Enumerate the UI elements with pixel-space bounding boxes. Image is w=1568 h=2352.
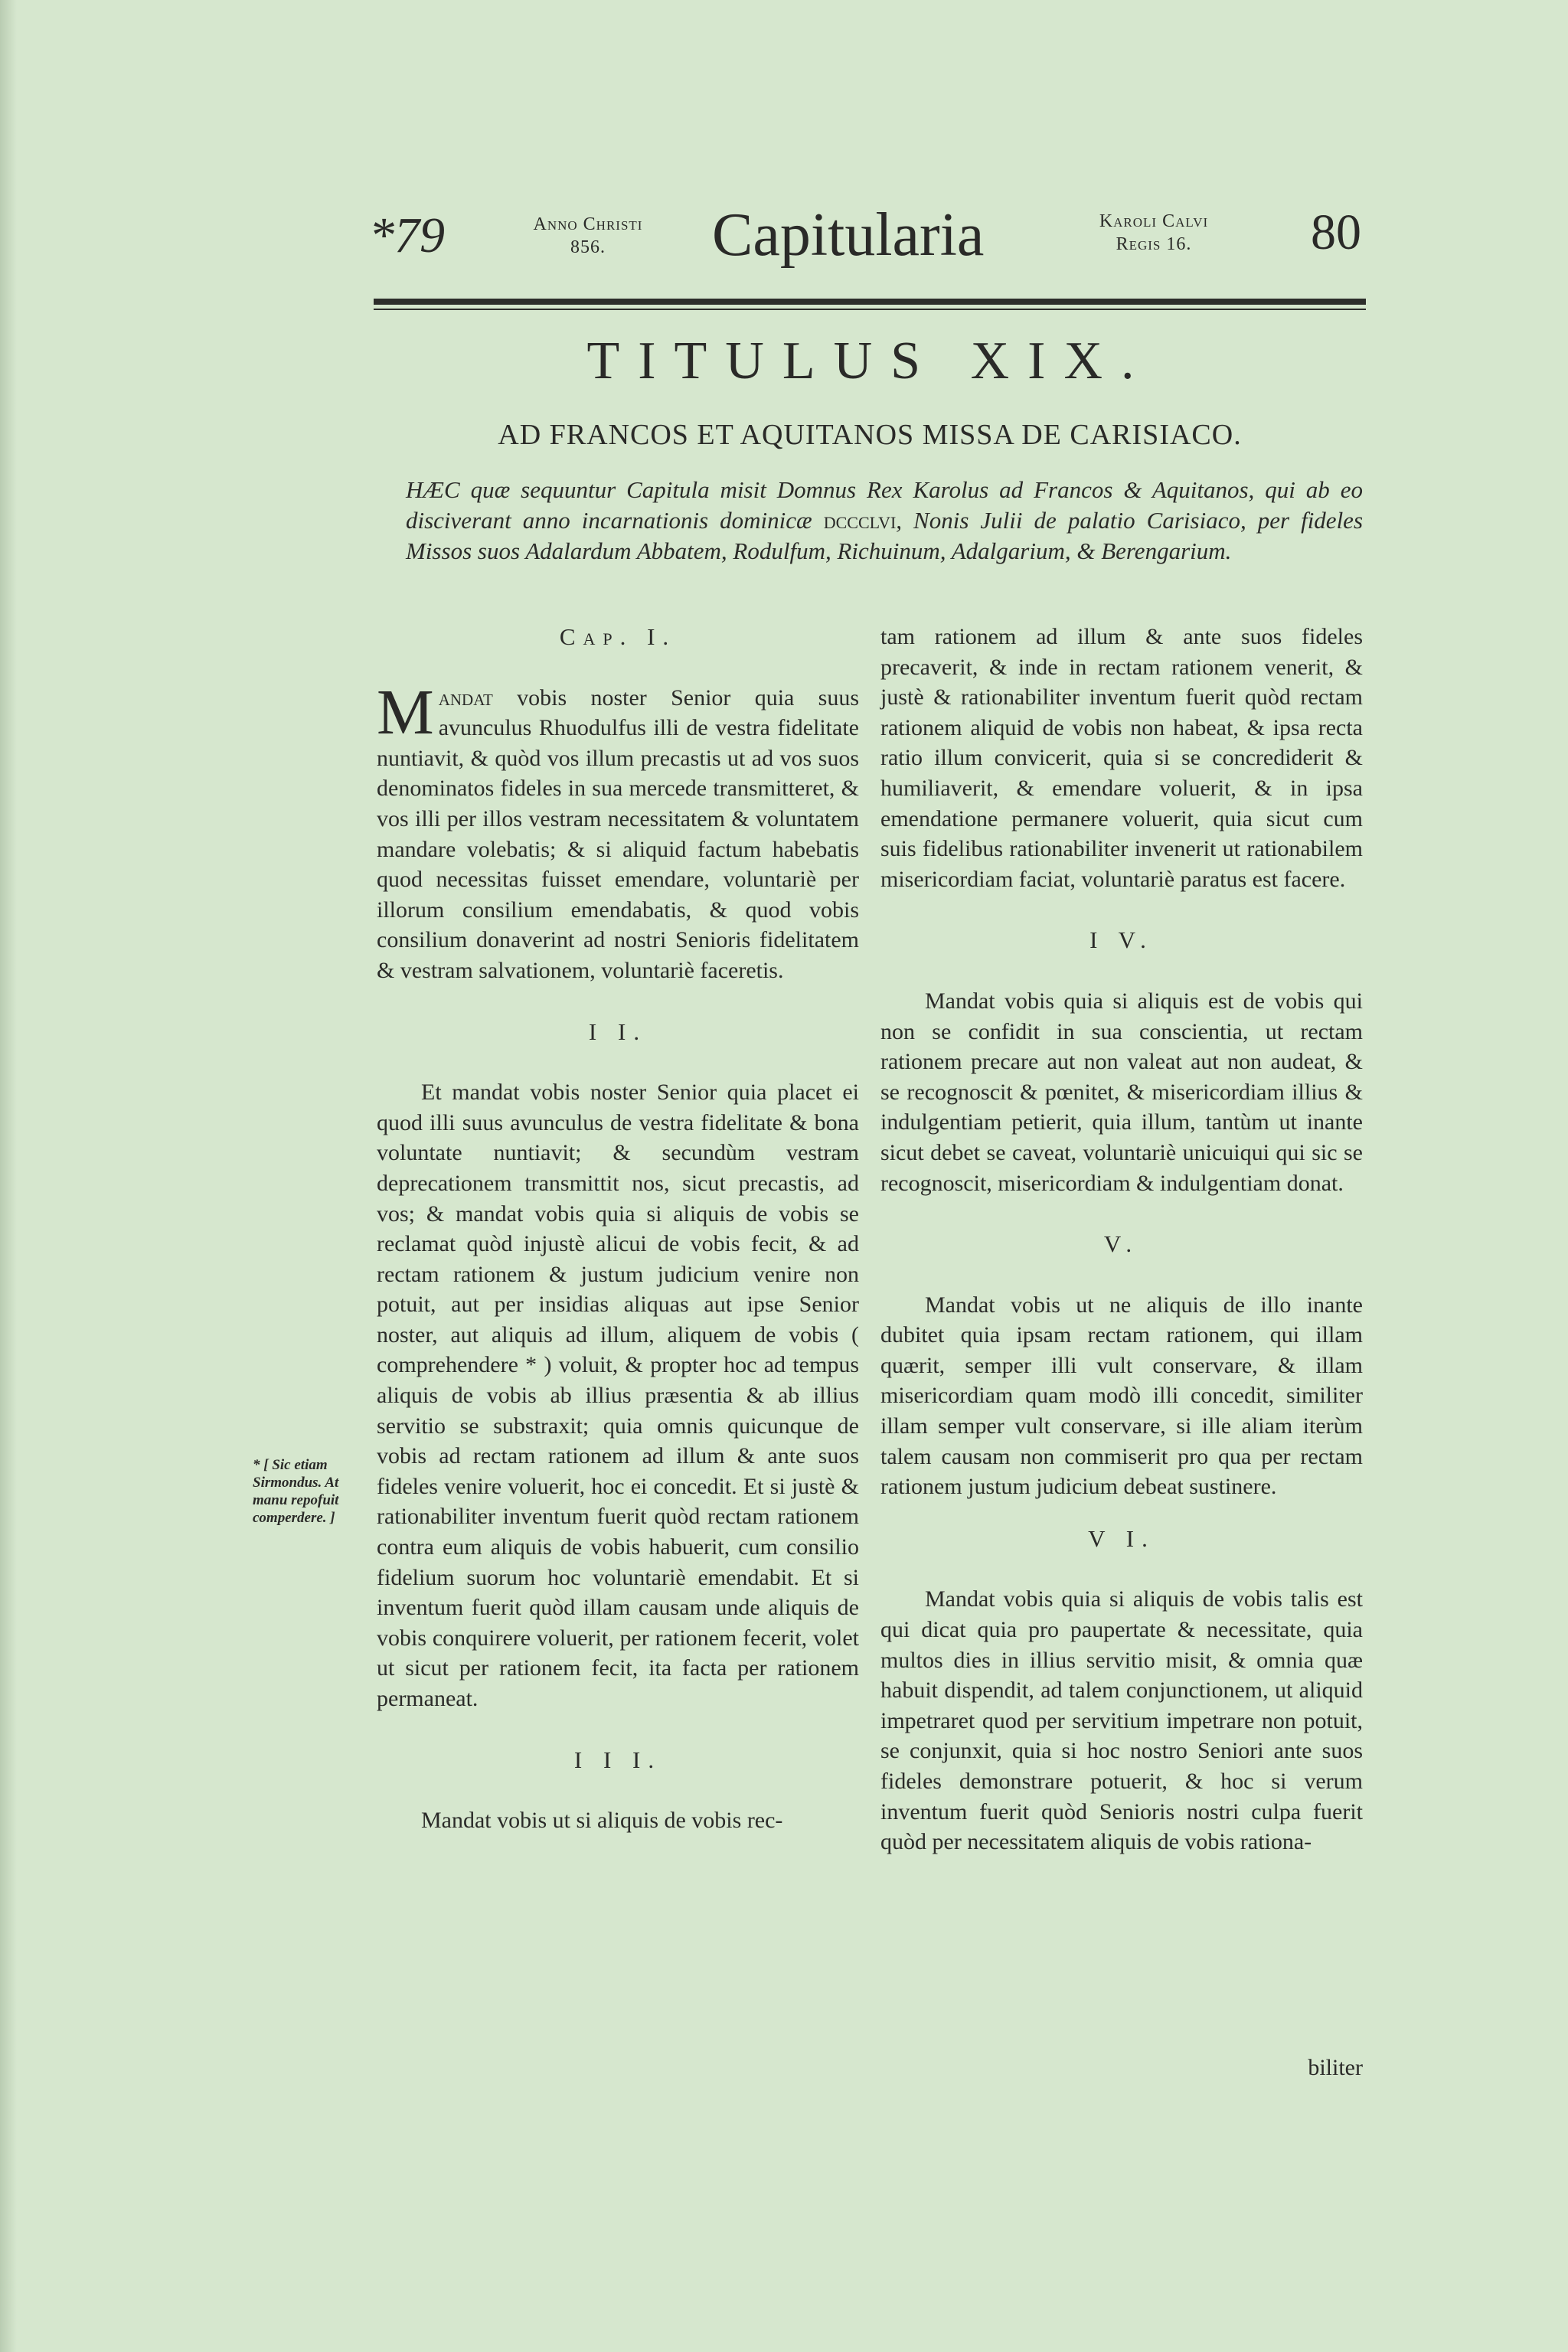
running-title: Capitularia — [712, 201, 985, 269]
cap-4-heading: I V. — [1089, 926, 1154, 954]
cap-2-text: Et mandat vobis noster Senior quia placet ei quod illi suus avunculus de vestra fidelitate & bona voluntate nuntiavit; & secundùm vestram deprecationem transmittit nos, sicut precastis, ad vos; & mandat vobis quia si aliquis de vobis se reclamat quòd injustè alicui de vobis fecit, & ad rectam rationem & justum judicium venire non potuit, aut per insidias aliquas aut ipse Senior noster, aut aliquis ad illum, aliquem de vobis ( comprehendere * ) voluit, & propter hoc ad tempus aliquis de vobis ab illius præsentia & ab illius servitio se substraxit; quia omnis quicunque de vobis ad rectam rationem ad illum & ante suos fideles venire voluerit, hoc ei concedit. Et si justè & rationabiliter inventum fuerit quòd rectam rationem contra eum aliquis de vobis habuerit, cum consilio fidelium suorum hoc voluntariè emendabit. Et si inventum fuerit quòd illam causam unde aliquis de vobis conquirere voluerit, per rationem fecerit, volet ut sicut per rationem fecit, ita facta per rationem permaneat. — [377, 1080, 859, 1711]
spacer — [880, 1553, 1363, 1584]
spacer — [377, 1775, 859, 1805]
spacer — [880, 1198, 1363, 1229]
spacer — [880, 1259, 1363, 1290]
spacer — [377, 652, 859, 683]
anno-line-2: 856. — [570, 237, 606, 257]
cap-3-heading: I I I. — [573, 1746, 662, 1773]
spacer — [880, 894, 1363, 925]
spacer — [880, 956, 1363, 986]
margin-note: * [ Sic etiam Sirmondus. At manu repofuit comperdere. ] — [253, 1457, 339, 1526]
left-column — [377, 622, 859, 1836]
karoli-line-1: Karoli Calvi — [1099, 211, 1209, 231]
spacer — [377, 1047, 859, 1077]
cap-1-heading: Cap. I. — [559, 623, 677, 650]
right-column — [880, 622, 1363, 1857]
catchword: biliter — [1308, 2055, 1363, 2080]
titulus-heading: TITULUS XIX. — [586, 332, 1153, 390]
cap-4-text: Mandat vobis quia si aliquis est de vobis qui non se confidit in sua conscientia, ut rectam rationem precare aut non valeat aut non audeat, & se recognoscit & pœnitet, & misericordiam illius & indulgentiam petierit, quia illum, tantùm ut inante sicut debet se caveat, voluntariè unicuiqui qui sic se recognoscit, misericordiam & indulgentiam donat. — [880, 988, 1363, 1196]
cap-6-text: Mandat vobis quia si aliquis de vobis talis est qui dicat quia pro paupertate & necessitate, quia multos dies in illius servitio misit, & omnia quæ habuit dispendit, ad talem conjunctionem, ut aliquid impetraret quod per servitium impetrare non potuit, se conjunxit, quia si hoc nostro Seniori ante suos fideles demonstrare potuerit, & hoc si verum inventum fuerit quòd Senioris nostri culpa fuerit quòd per necessitatem aliquis de vobis rationa- — [880, 1586, 1363, 1855]
cap-5-text: Mandat vobis ut ne aliquis de illo inante dubitet quia ipsam rectam rationem, qui illam quærit, semper illi vult conservare, & illam misericordiam quam modò illi concedit, similiter illam semper vult conservare, si ille aliam iterùm talem causam non commiserit pro qua per rectam rationem justum judicium debeat sustinere. — [880, 1292, 1363, 1500]
cap-3-continuation: tam rationem ad illum & ante suos fideles precaverit, & inde in rectam rationem venerit, & justè & rationabiliter inventum fuerit quòd rectam rationem aliquid de vobis non habeat, & ipsa recta ratio illum convicerit, quia si se concrediderit & humiliaverit, & emendare voluerit, & in ipsa emendatione permanere voluerit, quia sicut cum suis fidelibus rationabiliter invenerit ut rationabilem misericordiam faciat, voluntariè paratus est facere. — [880, 624, 1363, 892]
intro-text-a: HÆC quæ sequuntur Capitula misit Domnus Rex Karolus ad Francos & Aquitanos, qui ab eo disciverant anno incarnationis dominicæ — [406, 476, 1363, 534]
header-rule-thick — [374, 299, 1366, 305]
intro-year: dccclvi — [823, 507, 897, 534]
cap-5-heading: V. — [1103, 1230, 1140, 1258]
karoli-line-2: Regis 16. — [1116, 234, 1192, 254]
spacer — [377, 986, 859, 1017]
anno-line-1: Anno Christi — [533, 214, 643, 234]
drop-cap: M — [377, 676, 434, 748]
header-rule-thin — [374, 309, 1366, 310]
intro-paragraph — [406, 475, 1363, 567]
karoli-calvi — [1066, 210, 1242, 256]
spacer — [880, 1502, 1363, 1524]
document-subtitle: AD FRANCOS ET AQUITANOS MISSA DE CARISIACO. — [498, 419, 1242, 451]
cap-6-heading: V I. — [1088, 1524, 1155, 1552]
page-edge-shadow — [0, 0, 17, 2352]
folio-left: *79 — [369, 207, 445, 263]
anno-christi — [496, 213, 680, 259]
cap-2-heading: I I. — [588, 1018, 648, 1045]
cap-1-first-word: andat — [438, 684, 493, 710]
folio-right: 80 — [1311, 204, 1361, 260]
cap-1-text — [377, 676, 859, 986]
spacer — [377, 1714, 859, 1745]
cap-1-body: vobis noster Senior quia suus avunculus Rhuodulfus illi de vestra fidelitate nuntiavit, & quòd vos illum precastis ut ad vos suos denominatos fideles in sua mercede transmitteret, & vos illi per illos vestram necessitatem & voluntatem mandare volebatis; & si aliquid factum habebatis quod necessitas fuisset emendare, voluntariè per illorum consilium emendabatis, & quod vobis consilium donaverint ad nostri Senioris fidelitatem & vestram salvationem, voluntariè faceretis. — [377, 684, 859, 983]
cap-3-text: Mandat vobis ut si aliquis de vobis rec- — [421, 1808, 783, 1834]
intro-text-b: , Nonis Julii de palatio Carisiaco, per fideles Missos suos Adalardum Abbatem, Rodulfum, Richuinum, Adalgarium, & Berengarium. — [406, 507, 1364, 564]
